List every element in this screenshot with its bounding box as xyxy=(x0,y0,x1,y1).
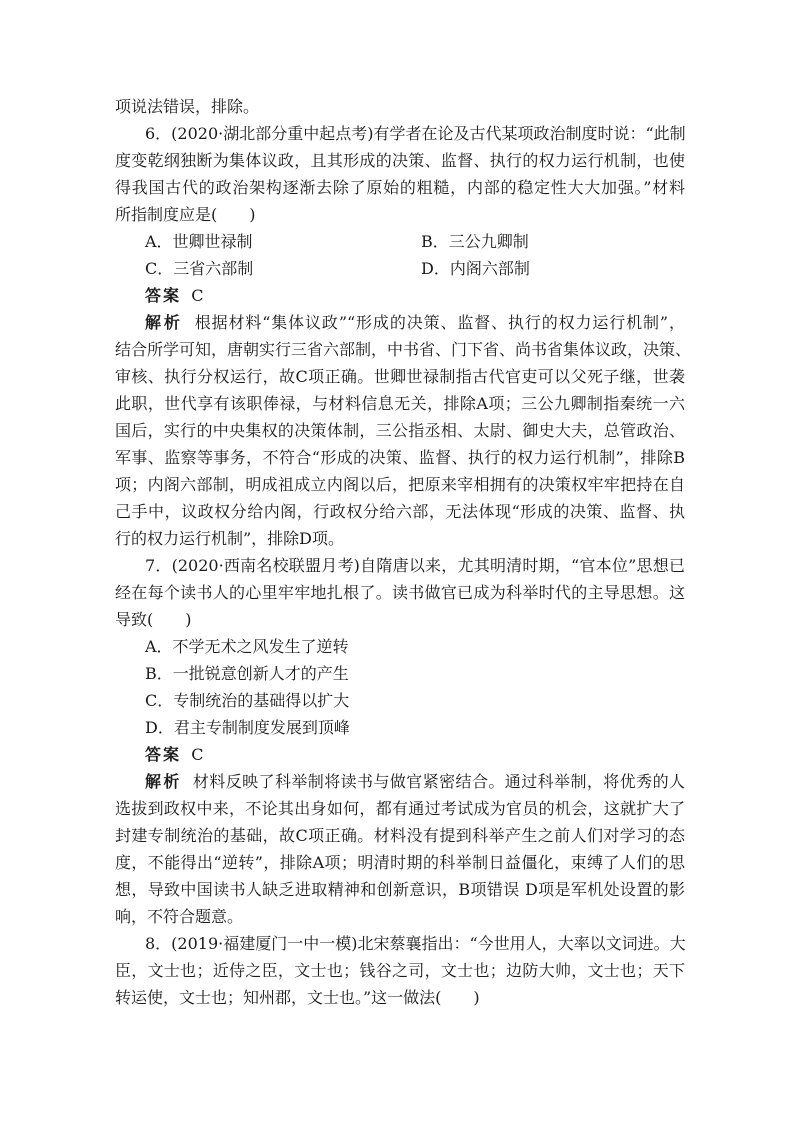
question-8-stem: 8．(2019·福建厦门一中一模)北宋蔡襄指出：“今世用人，大率以文词进。大 xyxy=(145,934,686,953)
text-line: 得我国古代的政治架构逐渐去除了原始的粗糙，内部的稳定性大大加强。”材料 xyxy=(115,178,685,197)
text-line: 经在每个读书人的心里牢牢地扎根了。读书做官已成为科举时代的主导思想。这 xyxy=(115,583,685,602)
answer-label: 答案 xyxy=(145,745,182,764)
q6-option-c: C．三省六部制 xyxy=(145,259,254,278)
q6-option-d: D．内阁六部制 xyxy=(421,259,530,278)
text-line: 己手中，议政权分给内阁，行政权分给六部，无法体现“形成的决策、监督、执 xyxy=(115,502,685,521)
q6-option-b: B．三公九卿制 xyxy=(421,232,529,251)
text-line: 此职，世代享有该职俸禄，与材料信息无关，排除A项；三公九卿制指秦统一六 xyxy=(115,394,685,413)
analysis-label: 解析 xyxy=(145,772,182,791)
text-line: 想，导致中国读书人缺乏进取精神和创新意识，B项错误 D项是军机处设置的影 xyxy=(115,880,685,899)
text-line: 选拔到政权中来，不论其出身如何，都有通过考试成为官员的机会，这就扩大了 xyxy=(115,799,685,818)
question-6-stem: 6．(2020·湖北部分重中起点考)有学者在论及古代某项政治制度时说：“此制 xyxy=(145,124,686,143)
q7-option-d: D．君主专制制度发展到顶峰 xyxy=(145,718,350,737)
text-line: 所指制度应是( ) xyxy=(115,205,256,224)
q7-option-b: B．一批锐意创新人才的产生 xyxy=(145,664,349,683)
answer-value: C xyxy=(191,745,204,764)
text-line: 项说法错误，排除。 xyxy=(115,97,260,116)
analysis-label: 解析 xyxy=(145,313,183,332)
text-line: 臣，文士也；近侍之臣，文士也；钱谷之司，文士也；边防大帅，文士也；天下 xyxy=(115,961,685,980)
q7-answer-row xyxy=(145,745,715,765)
text-line: 行的权力运行机制”，排除D项。 xyxy=(115,529,345,548)
analysis-text: 根据材料“集体议政”“形成的决策、监督、执行的权力运行机制”， xyxy=(194,313,685,332)
text-line: 封建专制统治的基础，故C项正确。材料没有提到科举产生之前人们对学习的态 xyxy=(115,826,685,845)
q7-option-c: C．专制统治的基础得以扩大 xyxy=(145,691,350,710)
text-line: 响，不符合题意。 xyxy=(115,907,244,926)
answer-value: C xyxy=(191,286,204,305)
answer-label: 答案 xyxy=(145,286,182,305)
text-line: 度变乾纲独断为集体议政，且其形成的决策、监督、执行的权力运行机制，也使 xyxy=(115,151,685,170)
text-line: 国后，实行的中央集权的决策体制，三公指丞相、太尉、御史大夫，总管政治、 xyxy=(115,421,685,440)
q7-option-a: A．不学无术之风发生了逆转 xyxy=(145,637,349,656)
text-line: 导致( ) xyxy=(115,610,192,629)
q7-analysis-row xyxy=(145,772,685,792)
text-line: 度，不能得出“逆转”，排除A项；明清时期的科举制日益僵化，束缚了人们的思 xyxy=(115,853,685,872)
analysis-text: 材料反映了科举制将读书与做官紧密结合。通过科举制，将优秀的人 xyxy=(192,772,685,791)
q6-analysis-row xyxy=(145,313,685,333)
text-line: 结合所学可知，唐朝实行三省六部制，中书省、门下省、尚书省集体议政，决策、 xyxy=(115,340,692,359)
q6-option-a: A．世卿世禄制 xyxy=(145,232,253,251)
text-line: 项；内阁六部制，明成祖成立内阁以后，把原来宰相拥有的决策权牢牢把持在自 xyxy=(115,475,685,494)
q6-answer-row xyxy=(145,286,715,306)
text-line: 审核、执行分权运行，故C项正确。世卿世禄制指古代官吏可以父死子继，世袭 xyxy=(115,367,685,386)
text-line: 军事、监察等事务，不符合“形成的决策、监督、执行的权力运行机制”，排除B xyxy=(115,448,685,467)
question-7-stem: 7．(2020·西南名校联盟月考)自隋唐以来，尤其明清时期，“官本位”思想已 xyxy=(145,556,685,575)
text-line: 转运使，文士也；知州郡，文士也。”这一做法( ) xyxy=(115,988,480,1007)
